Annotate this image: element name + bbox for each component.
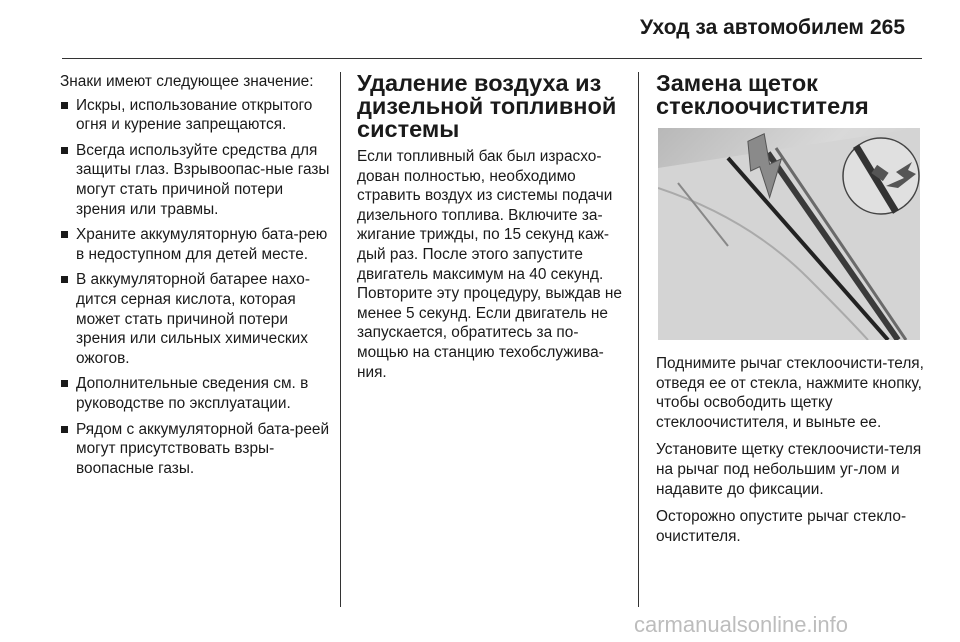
list-item <box>60 225 335 264</box>
section-heading: Замена щеток стеклоочистителя <box>656 70 869 119</box>
list-item <box>60 96 335 135</box>
section-body: Если топливный бак был израсхо-дован полностью, необходимо стравить воздух из системы подачи дизельного топлива. Включите за-жигание трижды, по 15 секунд каж-дый раз. После этого запустите двигатель максимум на 40 секунд. Повторите эту процедуру, выждав не менее 5 секунд. Если двигатель не запускается, обратитесь за по-мощью на станцию техобслужива-ния. <box>357 148 622 381</box>
warning-list <box>60 96 335 479</box>
page-header-title: Уход за автомобилем <box>640 16 864 39</box>
list-item <box>60 420 335 479</box>
list-item-text: В аккумуляторной батарее нахо-дится серная кислота, которая может стать причиной потери зрения или сильных химических ожогов. <box>76 271 310 367</box>
instruction-paragraph: Установите щетку стеклоочисти-теля на рычаг под небольшим уг-лом и надавите до фиксации. <box>656 441 922 498</box>
column-divider <box>638 72 639 607</box>
wiper-illustration <box>658 128 920 340</box>
list-item <box>60 270 335 368</box>
watermark: carmanualsonline.info <box>634 612 849 637</box>
list-item-text: Храните аккумуляторную бата-рею в недоступном для детей месте. <box>76 226 328 263</box>
bullet-icon <box>61 276 68 283</box>
instruction-paragraph: Осторожно опустите рычаг стекло-очистителя. <box>656 508 907 545</box>
list-item-text: Искры, использование открытого огня и курение запрещаются. <box>76 96 313 134</box>
column-wiper-replacement <box>656 72 924 554</box>
column-battery-warnings <box>60 72 335 484</box>
list-item-text: Дополнительные сведения см. в руководстве по эксплуатации. <box>76 375 309 412</box>
bullet-icon <box>61 426 68 433</box>
instruction-paragraph: Поднимите рычаг стеклоочисти-теля, отведя ее от стекла, нажмите кнопку, чтобы освободить щетку стеклоочистителя, и выньте ее. <box>656 355 924 431</box>
section-heading: Удаление воздуха из дизельной топливной системы <box>357 70 617 142</box>
bullet-icon <box>61 147 68 154</box>
list-item-text: Всегда используйте средства для защиты глаз. Взрывоопас-ные газы могут стать причиной потери зрения или травмы. <box>76 141 330 218</box>
bullet-icon <box>61 102 68 109</box>
column-fuel-system <box>357 72 629 382</box>
list-item <box>60 374 335 413</box>
wiper-blade-icon <box>658 128 920 340</box>
bullet-icon <box>61 231 68 238</box>
warnings-intro: Знаки имеют следующее значение: <box>60 73 314 90</box>
header-divider <box>62 58 922 59</box>
list-item <box>60 141 335 219</box>
bullet-icon <box>61 380 68 387</box>
page-number: 265 <box>870 16 906 39</box>
column-divider <box>340 72 341 607</box>
list-item-text: Рядом с аккумуляторной бата-реей могут присутствовать взры-воопасные газы. <box>76 420 330 477</box>
